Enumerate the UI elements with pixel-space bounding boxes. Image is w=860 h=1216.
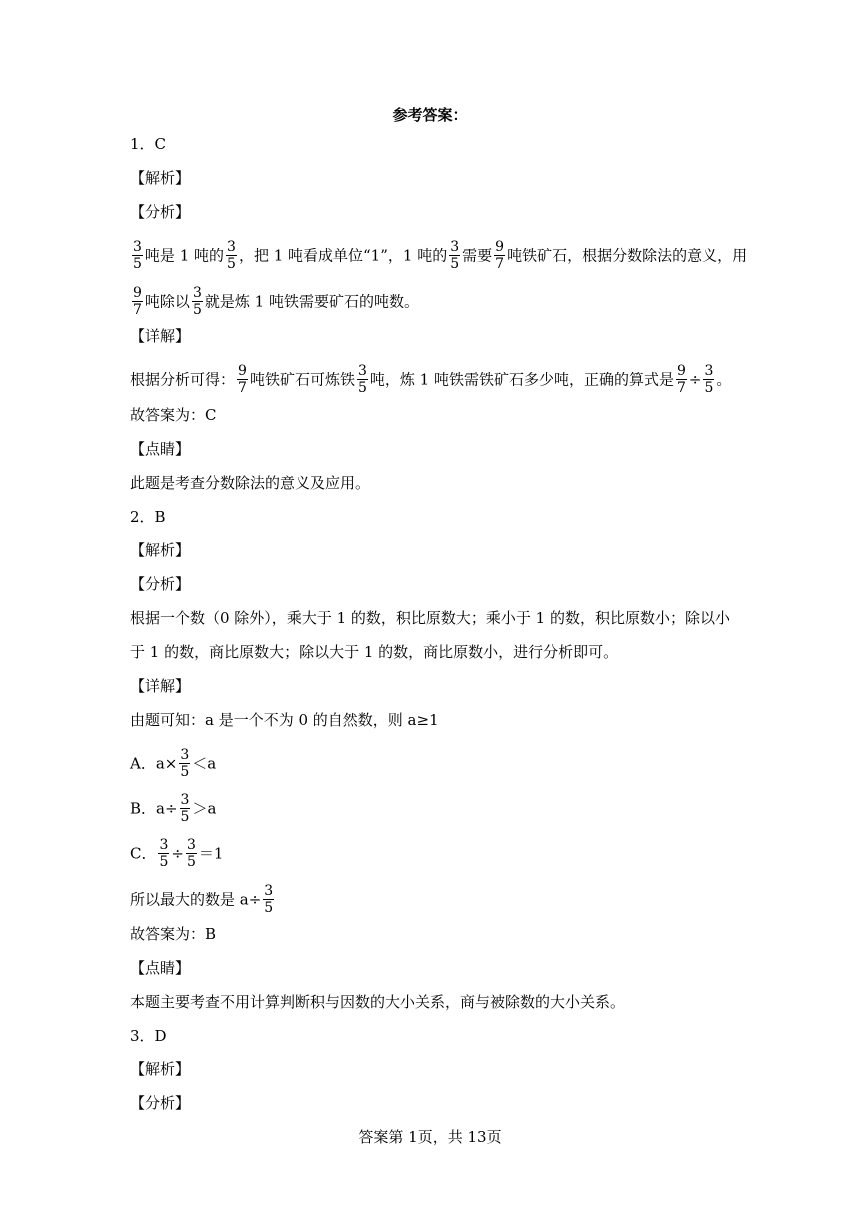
q1-fenxi-heading: 【分析】 (130, 203, 191, 221)
q2-option-b: B．a÷ $\frac{3}{5}$ ＞a (130, 792, 217, 825)
q2-fenxi-heading: 【分析】 (130, 575, 191, 593)
fraction: $\frac{3}{5}$ (450, 239, 460, 272)
fraction: $\frac{3}{5}$ (704, 363, 714, 396)
page-title: 参考答案： (392, 106, 468, 124)
fraction: $\frac{3}{5}$ (357, 363, 367, 396)
fraction: $\frac{3}{5}$ (180, 747, 190, 780)
q3-jiexi-heading: 【解析】 (130, 1060, 191, 1078)
q3-fenxi-heading: 【分析】 (130, 1094, 191, 1112)
fraction: $\frac{3}{5}$ (186, 837, 196, 870)
q2-answer: 故答案为：B (130, 925, 217, 943)
fraction: $\frac{9}{7}$ (495, 239, 505, 272)
fraction: $\frac{9}{7}$ (238, 363, 247, 396)
fraction: $\frac{3}{5}$ (159, 837, 169, 870)
q1-xiangjie-heading: 【详解】 (130, 327, 191, 345)
fraction: $\frac{3}{5}$ (192, 285, 202, 318)
q2-option-c: C． $\frac{3}{5}$ ÷ $\frac{3}{5}$ ＝1 (130, 837, 224, 870)
q1-detail-line: 根据分析可得： $\frac{9}{7}$ 吨铁矿石可炼铁 $\frac{3}{5}$ 吨，炼 1 吨铁需铁矿石多少吨，正确的算式是 $\frac{9}{7}$ ÷ $\frac{3}{5}$ 。 (130, 363, 732, 396)
q2-max-line: 所以最大的数是 a÷ $\frac{3}{5}$ (130, 883, 274, 916)
q2-dianjing-heading: 【点睛】 (130, 959, 191, 977)
q1-analysis-line2: $\frac{9}{7}$ 吨除以 $\frac{3}{5}$ 就是炼 1 吨铁需要矿石的吨数。 (133, 285, 419, 318)
q1-number: 1．C (130, 135, 167, 153)
q2-detail-line: 由题可知：a 是一个不为 0 的自然数，则 a≥1 (130, 711, 439, 729)
q2-xiangjie-heading: 【详解】 (130, 677, 191, 695)
fraction: $\frac{3}{5}$ (264, 883, 274, 916)
q1-dianjing-heading: 【点睛】 (130, 440, 191, 458)
q1-analysis-line1: $\frac{3}{5}$ 吨是 1 吨的 $\frac{3}{5}$ ，把 1 吨看成单位“1”，1 吨的 $\frac{3}{5}$ 需要 $\frac{9}{7}$ 吨铁矿石，根据分数除法的意义，用 (133, 239, 748, 272)
q1-jiexi-heading: 【解析】 (130, 169, 191, 187)
fraction: $\frac{9}{7}$ (676, 363, 686, 396)
q1-answer: 故答案为：C (130, 406, 217, 424)
fraction: $\frac{3}{5}$ (227, 239, 236, 272)
fraction: $\frac{3}{5}$ (180, 792, 190, 825)
page-footer: 答案第 1页，共 13页 (358, 1128, 502, 1146)
q2-summary: 本题主要考查不用计算判断积与因数的大小关系，商与被除数的大小关系。 (130, 993, 626, 1011)
q2-number: 2．B (130, 508, 166, 526)
fraction: $\frac{9}{7}$ (133, 285, 142, 318)
q2-option-a: A．a× $\frac{3}{5}$ ＜a (130, 747, 217, 780)
q2-jiexi-heading: 【解析】 (130, 541, 191, 559)
q1-summary: 此题是考查分数除法的意义及应用。 (130, 474, 371, 492)
q3-number: 3．D (130, 1027, 167, 1045)
q2-analysis-line1: 根据一个数（0 除外），乘大于 1 的数，积比原数大；乘小于 1 的数，积比原数小；除以小 (130, 609, 730, 627)
fraction: $\frac{3}{5}$ (133, 239, 142, 272)
q2-analysis-line2: 于 1 的数，商比原数大；除以大于 1 的数，商比原数小，进行分析即可。 (130, 643, 619, 661)
